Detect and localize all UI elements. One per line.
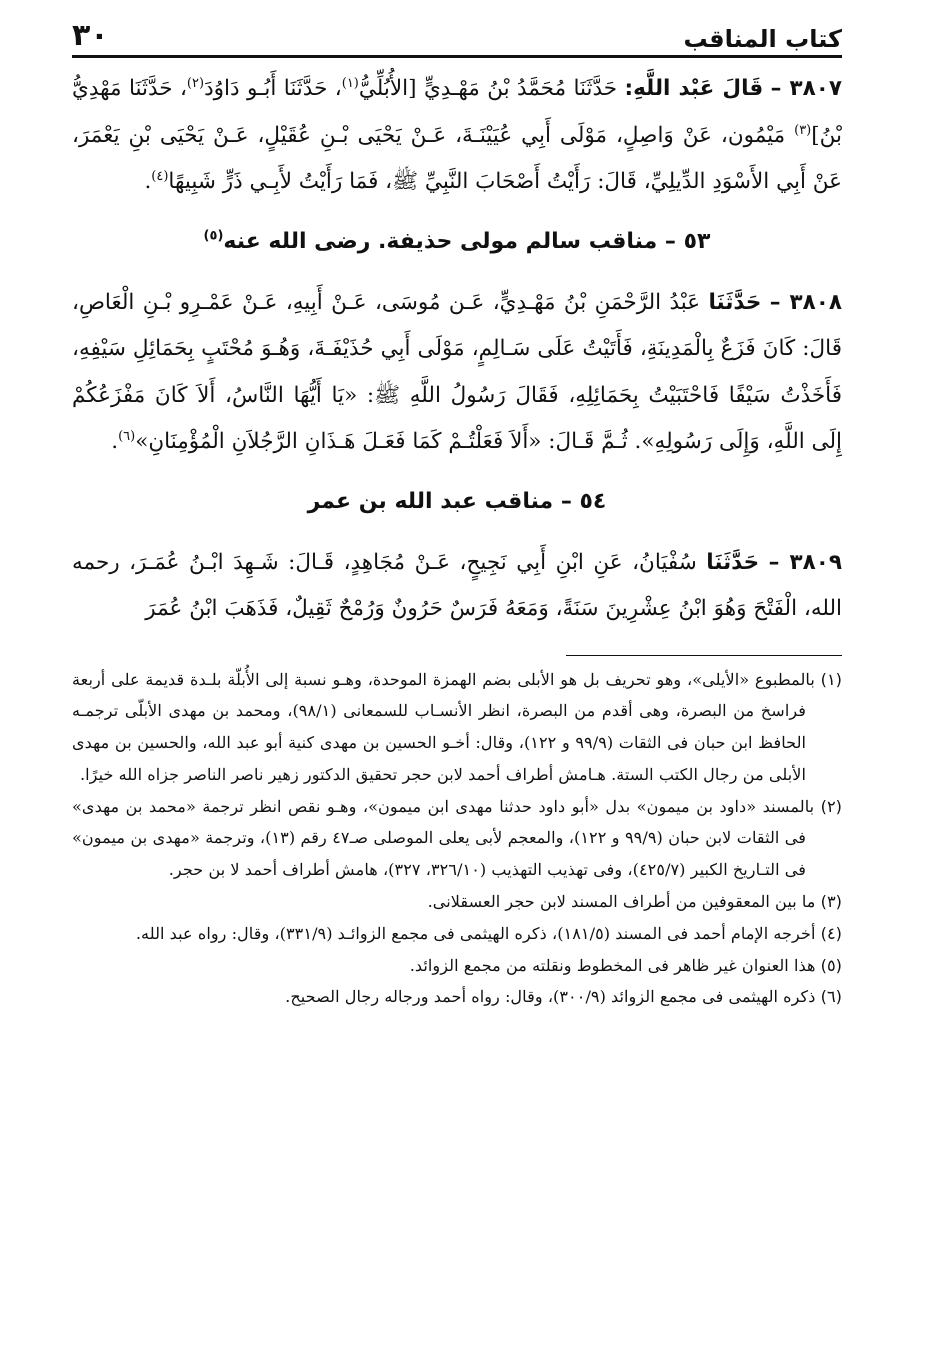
footnote-text: هذا العنوان غير ظاهر فى المخطوط ونقلته من مجمع الزوائد. [409, 955, 816, 975]
footnote-ref-4[interactable]: (٤) [151, 168, 169, 184]
footnote-number: (٤) [820, 923, 842, 943]
hadith-end: . [144, 169, 152, 194]
hadith-text: سُفْيَانُ، عَنِ ابْنِ أَبِي نَجِيحٍ، عَـنْ مُجَاهِدٍ، قَـالَ: شَـهِدَ ابْـنُ عُمَـرَ، رحمه الله، الْفَتْحَ وَهُوَ ابْنُ عِشْرِينَ سَنَةً، وَمَعَهُ فَرَسٌ حَرُونٌ وَرُمْحٌ ثَقِيلٌ، فَذَهَبَ ابْنُ عُمَرَ [72, 549, 842, 621]
footnote-ref-6[interactable]: (٦) [118, 428, 136, 444]
hadith-3809 [72, 540, 842, 633]
footnote-6 [72, 981, 842, 1013]
footnote-number: (٣) [820, 892, 842, 912]
book-title: كتاب المناقب [683, 25, 842, 53]
footnote-text: ما بين المعقوفين من أطراف المسند لابن حجر العسقلانى. [427, 892, 816, 912]
section-heading-53 [72, 222, 842, 262]
footnote-divider [566, 655, 842, 656]
footnote-text: أخرجه الإمام أحمد فى المسند (١٨١/٥)، ذكره الهيثمى فى مجمع الزوائـد (٣٣١/٩)، وقال: رواه عبد الله. [135, 923, 816, 943]
hadith-number: ٣٨٠٩ – [768, 549, 842, 575]
footnote-text: بالمسند «داود بن ميمون» بدل «أبو داود حدثنا مهدى ابن ميمون»، وهـو نقص انظر ترجمة «محمد بن مهدى» فى الثقات لابن حبان (٩٩/٩ و ١٢٢)، والمعجم لأبى يعلى الموصلى صـ٤٧ رقم (١٣)، وترجمة «مهدى بن ميمون» فى التـاريخ الكبير (٤٢٥/٧)، وفى تهذيب التهذيب (٣٢٦/١٠، ٣٢٧)، هامش أطراف أحمد لا بن حجر. [72, 796, 815, 880]
footnote-number: (٥) [820, 955, 842, 975]
footnote-5 [72, 950, 842, 982]
hadith-text: حَدَّثَنَا مُحَمَّدُ بْنُ مَهْـدِيٍّ [الأُبُلِّيُّ [358, 76, 618, 101]
footnote-2 [72, 791, 842, 886]
footnote-text: ذكره الهيثمى فى مجمع الزوائد (٣٠٠/٩)، وقال: رواه أحمد ورجاله رجال الصحيح. [285, 987, 816, 1007]
footnote-ref-2[interactable]: (٢) [186, 75, 205, 91]
footnote-text: بالمطبوع «الأيلى»، وهو تحريف بل هو الأبلى بضم الهمزة الموحدة، وهـو نسبة إلى الأُبلّة بلـدة قديمة على أربعة فراسخ من البصرة، وهى أقدم من البصرة، انظر الأنسـاب للسمعانى (٩٨/١)، ومحمد بن مهدى الأبلّى ترجمـه الحافظ ابن حبان فى الثقات (٩٩/٩ و ١٢٢)، وقال: أخـو الحسين بن مهدى كنية أبو عبد الله، والحسين بن مهدى الأبلى من رجال الكتب الستة. هـامش أطراف أحمد لابن حجر تحقيق الدكتور زهير ناصر الناصر جزاه الله خيرًا. [72, 669, 815, 784]
hadith-lead: حَدَّثَنَا [706, 549, 760, 575]
footnote-number: (٢) [820, 796, 842, 816]
hadith-lead: قَالَ عَبْد اللَّهِ: [624, 76, 764, 101]
page-number: ٣٠ [72, 18, 109, 53]
footnote-ref-3[interactable]: (٣) [794, 122, 812, 138]
hadith-number: ٣٨٠٧ – [770, 76, 842, 101]
hadith-end: . [111, 429, 119, 454]
hadith-text: ، حَدَّثَنَا مَهْدِيُّ بْنُ] [72, 76, 842, 148]
section-title: ٥٤ – مناقب عبد الله بن عمر [307, 488, 607, 514]
hadith-lead: حَدَّثَنَا [708, 289, 762, 315]
footnote-1 [72, 664, 842, 791]
footnote-number: (١) [820, 669, 842, 689]
hadith-3808 [72, 280, 842, 466]
hadith-text: عَبْدُ الرَّحْمَنِ بْنُ مَهْـدِيٍّ، عَـن مُوسَى، عَـنْ أَبِيهِ، عَـنْ عَمْـرِو بْـنِ الْعَاصِ، قَالَ: كَانَ فَزَعٌ بِالْمَدِينَةِ، فَأَتَيْتُ عَلَى سَـالِمٍ، مَوْلَى أَبِي حُذَيْفَـةَ، وَهُـوَ مُحْتَبٍ بِحَمَائِلِ سَيْفِهِ، فَأَخَذْتُ سَيْفًا فَاحْتَبَيْتُ بِحَمَائِلِهِ، فَقَالَ رَسُولُ اللَّهِ ﷺ: «يَا أَيُّهَا النَّاسُ، أَلاَ كَانَ مَفْزَعُكُمْ إِلَى اللَّهِ، وَإِلَى رَسُولِهِ». ثُـمَّ قَـالَ: «أَلاَ فَعَلْتُـمْ كَمَا فَعَـلَ هَـذَانِ الرَّجُلاَنِ الْمُؤْمِنَانِ» [72, 289, 842, 454]
main-text [72, 66, 842, 633]
section-title: ٥٣ – مناقب سالم مولى حذيفة. رضى الله عنه [223, 228, 711, 254]
hadith-text: ، حَدَّثَنَا أَبُـو دَاوُدَ [204, 76, 342, 101]
footnotes [72, 664, 842, 1014]
footnote-ref-1[interactable]: (١) [341, 75, 359, 91]
footnote-ref-5[interactable]: (٥) [203, 228, 224, 244]
footnote-number: (٦) [820, 987, 842, 1007]
hadith-text: مَيْمُون، عَنْ وَاصِلٍ، مَوْلَى أَبِي عُيَيْنَـةَ، عَـنْ يَحْيَى بْـنِ عُقَيْلٍ، عَـنْ يَحْيَى بْنِ يَعْمَرَ، عَنْ أَبِي الأَسْوَدِ الدِّيلِيِّ، قَالَ: رَأَيْتُ أَصْحَابَ النَّبِيِّ ﷺ، فَمَا رَأَيْتُ لأَبِـي ذَرٍّ شَبِيهًا [72, 122, 842, 194]
hadith-number: ٣٨٠٨ – [769, 289, 842, 315]
section-heading-54 [72, 482, 842, 522]
running-header [72, 14, 842, 58]
hadith-3807 [72, 66, 842, 206]
footnote-3 [72, 886, 842, 918]
footnote-4 [72, 918, 842, 950]
book-page [72, 14, 842, 1344]
